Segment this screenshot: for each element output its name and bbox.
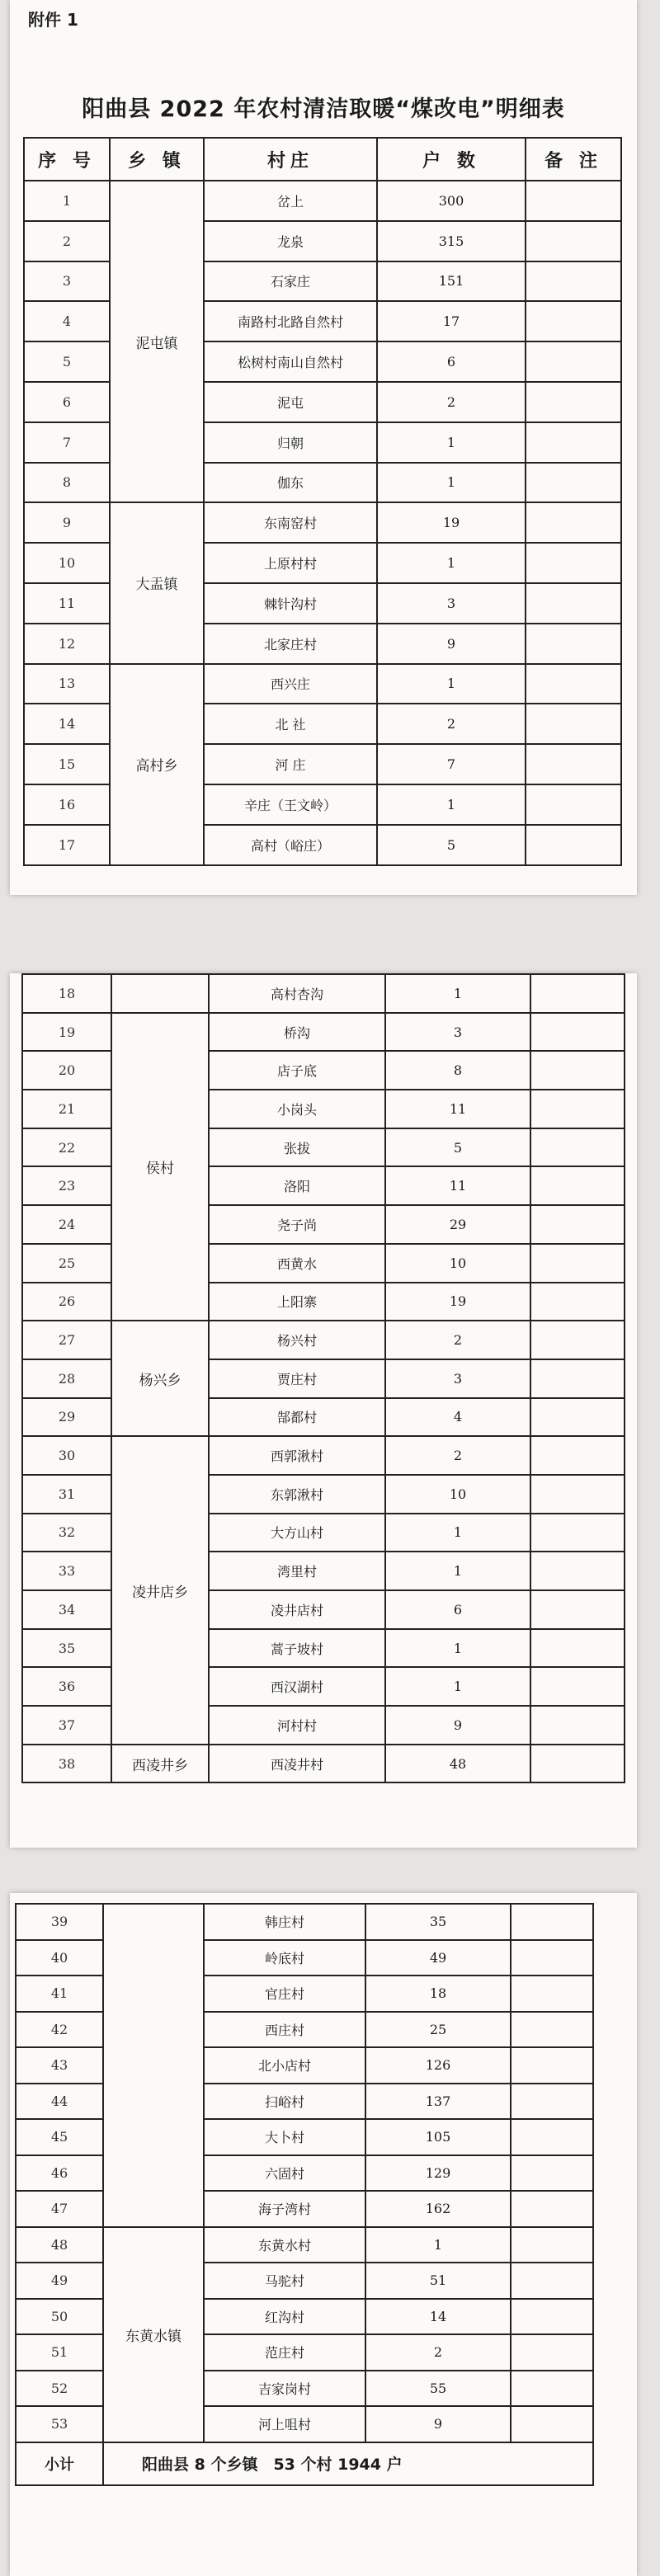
row-index: 21 bbox=[22, 1090, 111, 1128]
village-cell: 韩庄村 bbox=[204, 1904, 365, 1940]
village-cell: 小岗头 bbox=[209, 1090, 385, 1128]
village-cell: 西庄村 bbox=[204, 2012, 365, 2048]
household-count-cell: 315 bbox=[377, 221, 526, 261]
table-row bbox=[16, 2191, 593, 2227]
row-index: 43 bbox=[16, 2047, 103, 2084]
row-index: 9 bbox=[24, 502, 110, 543]
table-row bbox=[16, 1904, 593, 1940]
row-index: 7 bbox=[24, 422, 110, 463]
table-row bbox=[16, 2299, 593, 2335]
note-cell bbox=[526, 261, 621, 302]
household-count-cell: 8 bbox=[385, 1051, 530, 1090]
village-cell: 泥屯 bbox=[204, 382, 377, 422]
row-index: 22 bbox=[22, 1128, 111, 1167]
household-count-cell: 48 bbox=[385, 1745, 530, 1783]
household-count-cell: 1 bbox=[377, 463, 526, 503]
household-count-cell: 1 bbox=[385, 974, 530, 1013]
village-cell: 归朝 bbox=[204, 422, 377, 463]
household-count-cell: 1 bbox=[377, 543, 526, 583]
household-count-cell: 2 bbox=[385, 1321, 530, 1359]
town-cell: 泥屯镇 bbox=[110, 181, 204, 502]
row-index: 38 bbox=[22, 1745, 111, 1783]
village-cell: 范庄村 bbox=[204, 2334, 365, 2371]
village-cell: 西凌井村 bbox=[209, 1745, 385, 1783]
note-cell bbox=[530, 1051, 625, 1090]
note-cell bbox=[511, 2047, 593, 2084]
row-index: 26 bbox=[22, 1283, 111, 1321]
note-cell bbox=[511, 2119, 593, 2155]
row-index: 5 bbox=[24, 341, 110, 382]
row-index: 46 bbox=[16, 2155, 103, 2192]
household-count-cell: 4 bbox=[385, 1398, 530, 1437]
household-count-cell: 1 bbox=[377, 422, 526, 463]
household-count-cell: 126 bbox=[365, 2047, 511, 2084]
note-cell bbox=[530, 1205, 625, 1244]
document-page-3 bbox=[10, 1893, 637, 2576]
note-cell bbox=[530, 1590, 625, 1629]
village-cell: 河 庄 bbox=[204, 744, 377, 784]
row-index: 33 bbox=[22, 1552, 111, 1590]
row-index: 14 bbox=[24, 704, 110, 744]
town-cell: 凌井店乡 bbox=[111, 1436, 209, 1745]
household-count-cell: 3 bbox=[385, 1013, 530, 1052]
note-cell bbox=[526, 583, 621, 624]
village-cell: 洛阳 bbox=[209, 1166, 385, 1205]
row-index: 2 bbox=[24, 221, 110, 261]
village-cell: 伽东 bbox=[204, 463, 377, 503]
household-count-cell: 5 bbox=[377, 825, 526, 865]
household-count-cell: 6 bbox=[377, 341, 526, 382]
table-row bbox=[16, 2263, 593, 2299]
household-count-cell: 1 bbox=[385, 1667, 530, 1706]
note-cell bbox=[511, 2299, 593, 2335]
row-index: 49 bbox=[16, 2263, 103, 2299]
household-count-cell: 19 bbox=[377, 502, 526, 543]
summary-row bbox=[16, 2442, 593, 2485]
note-cell bbox=[530, 1013, 625, 1052]
row-index: 44 bbox=[16, 2084, 103, 2120]
note-cell bbox=[511, 2012, 593, 2048]
household-count-cell: 129 bbox=[365, 2155, 511, 2192]
village-cell: 马驼村 bbox=[204, 2263, 365, 2299]
row-index: 6 bbox=[24, 382, 110, 422]
household-count-cell: 6 bbox=[385, 1590, 530, 1629]
village-cell: 官庄村 bbox=[204, 1976, 365, 2012]
row-index: 8 bbox=[24, 463, 110, 503]
table-row bbox=[16, 1940, 593, 1976]
note-cell bbox=[530, 1244, 625, 1283]
table-row bbox=[16, 2334, 593, 2371]
note-cell bbox=[530, 1745, 625, 1783]
row-index: 36 bbox=[22, 1667, 111, 1706]
household-count-cell: 2 bbox=[377, 382, 526, 422]
village-cell: 尧子尚 bbox=[209, 1205, 385, 1244]
town-cell: 大盂镇 bbox=[110, 502, 204, 663]
village-cell: 大卜村 bbox=[204, 2119, 365, 2155]
village-cell: 北小店村 bbox=[204, 2047, 365, 2084]
village-cell: 河上咀村 bbox=[204, 2406, 365, 2442]
village-cell: 贾庄村 bbox=[209, 1359, 385, 1398]
attachment-label: 附件 1 bbox=[28, 10, 78, 30]
row-index: 23 bbox=[22, 1166, 111, 1205]
household-count-cell: 3 bbox=[377, 583, 526, 624]
row-index: 18 bbox=[22, 974, 111, 1013]
header-households: 户 数 bbox=[377, 138, 526, 181]
household-count-cell: 1 bbox=[365, 2227, 511, 2263]
note-cell bbox=[526, 825, 621, 865]
household-count-cell: 11 bbox=[385, 1090, 530, 1128]
note-cell bbox=[530, 1514, 625, 1552]
note-cell bbox=[530, 1398, 625, 1437]
household-count-cell: 137 bbox=[365, 2084, 511, 2120]
village-cell: 岔上 bbox=[204, 181, 377, 221]
village-cell: 辛庄（王文岭） bbox=[204, 784, 377, 825]
row-index: 40 bbox=[16, 1940, 103, 1976]
household-count-cell: 10 bbox=[385, 1244, 530, 1283]
note-cell bbox=[530, 1359, 625, 1398]
village-cell: 杨兴村 bbox=[209, 1321, 385, 1359]
village-cell: 蒿子坡村 bbox=[209, 1629, 385, 1668]
household-count-cell: 18 bbox=[365, 1976, 511, 2012]
note-cell bbox=[530, 1629, 625, 1668]
note-cell bbox=[511, 2371, 593, 2407]
header-note: 备 注 bbox=[526, 138, 621, 181]
village-cell: 龙泉 bbox=[204, 221, 377, 261]
note-cell bbox=[511, 2084, 593, 2120]
row-index: 4 bbox=[24, 301, 110, 341]
household-count-cell: 14 bbox=[365, 2299, 511, 2335]
household-count-cell: 2 bbox=[365, 2334, 511, 2371]
header-town: 乡 镇 bbox=[110, 138, 204, 181]
row-index: 17 bbox=[24, 825, 110, 865]
table-header-row bbox=[24, 138, 621, 181]
table-row bbox=[24, 502, 621, 543]
note-cell bbox=[511, 1976, 593, 2012]
town-cell: 高村乡 bbox=[110, 664, 204, 865]
row-index: 3 bbox=[24, 261, 110, 302]
note-cell bbox=[526, 543, 621, 583]
row-index: 28 bbox=[22, 1359, 111, 1398]
village-cell: 六固村 bbox=[204, 2155, 365, 2192]
table-row bbox=[24, 181, 621, 221]
row-index: 15 bbox=[24, 744, 110, 784]
village-cell: 河村村 bbox=[209, 1706, 385, 1745]
row-index: 34 bbox=[22, 1590, 111, 1629]
household-count-cell: 9 bbox=[365, 2406, 511, 2442]
village-cell: 西汉湖村 bbox=[209, 1667, 385, 1706]
household-count-cell: 300 bbox=[377, 181, 526, 221]
village-cell: 凌井店村 bbox=[209, 1590, 385, 1629]
household-count-cell: 1 bbox=[385, 1552, 530, 1590]
table-row bbox=[16, 2227, 593, 2263]
row-index: 39 bbox=[16, 1904, 103, 1940]
village-cell: 松树村南山自然村 bbox=[204, 341, 377, 382]
note-cell bbox=[526, 502, 621, 543]
row-index: 29 bbox=[22, 1398, 111, 1437]
town-cell bbox=[111, 974, 209, 1013]
note-cell bbox=[526, 664, 621, 704]
row-index: 25 bbox=[22, 1244, 111, 1283]
town-cell bbox=[103, 1904, 204, 2227]
town-cell: 东黄水镇 bbox=[103, 2227, 204, 2442]
village-cell: 东郭湫村 bbox=[209, 1475, 385, 1514]
village-cell: 桥沟 bbox=[209, 1013, 385, 1052]
table-row bbox=[24, 664, 621, 704]
household-count-cell: 51 bbox=[365, 2263, 511, 2299]
household-count-cell: 25 bbox=[365, 2012, 511, 2048]
table-row bbox=[22, 974, 625, 1013]
note-cell bbox=[530, 1552, 625, 1590]
village-cell: 东黄水村 bbox=[204, 2227, 365, 2263]
row-index: 16 bbox=[24, 784, 110, 825]
header-index: 序 号 bbox=[24, 138, 110, 181]
header-village: 村庄 bbox=[204, 138, 377, 181]
note-cell bbox=[526, 341, 621, 382]
table-row bbox=[16, 2047, 593, 2084]
village-cell: 北 社 bbox=[204, 704, 377, 744]
row-index: 51 bbox=[16, 2334, 103, 2371]
village-cell: 张拔 bbox=[209, 1128, 385, 1167]
table-row bbox=[22, 1013, 625, 1052]
note-cell bbox=[511, 2334, 593, 2371]
table-row bbox=[16, 2155, 593, 2192]
row-index: 41 bbox=[16, 1976, 103, 2012]
row-index: 45 bbox=[16, 2119, 103, 2155]
row-index: 12 bbox=[24, 624, 110, 664]
row-index: 31 bbox=[22, 1475, 111, 1514]
household-count-cell: 1 bbox=[385, 1514, 530, 1552]
note-cell bbox=[526, 624, 621, 664]
note-cell bbox=[530, 1321, 625, 1359]
village-cell: 海子湾村 bbox=[204, 2191, 365, 2227]
note-cell bbox=[526, 181, 621, 221]
note-cell bbox=[526, 382, 621, 422]
detail-table-part-1 bbox=[23, 137, 622, 866]
table-row bbox=[16, 1976, 593, 2012]
row-index: 13 bbox=[24, 664, 110, 704]
note-cell bbox=[530, 974, 625, 1013]
household-count-cell: 11 bbox=[385, 1166, 530, 1205]
note-cell bbox=[530, 1166, 625, 1205]
household-count-cell: 3 bbox=[385, 1359, 530, 1398]
note-cell bbox=[526, 463, 621, 503]
table-row bbox=[16, 2012, 593, 2048]
village-cell: 西黄水 bbox=[209, 1244, 385, 1283]
table-row bbox=[22, 1745, 625, 1783]
note-cell bbox=[511, 2191, 593, 2227]
village-cell: 棘针沟村 bbox=[204, 583, 377, 624]
note-cell bbox=[530, 1090, 625, 1128]
household-count-cell: 49 bbox=[365, 1940, 511, 1976]
table-row bbox=[16, 2371, 593, 2407]
household-count-cell: 1 bbox=[377, 664, 526, 704]
detail-table-part-2 bbox=[21, 973, 625, 1783]
row-index: 42 bbox=[16, 2012, 103, 2048]
row-index: 50 bbox=[16, 2299, 103, 2335]
note-cell bbox=[530, 1706, 625, 1745]
row-index: 19 bbox=[22, 1013, 111, 1052]
row-index: 10 bbox=[24, 543, 110, 583]
village-cell: 店子底 bbox=[209, 1051, 385, 1090]
row-index: 32 bbox=[22, 1514, 111, 1552]
village-cell: 大方山村 bbox=[209, 1514, 385, 1552]
note-cell bbox=[511, 2155, 593, 2192]
village-cell: 上原村村 bbox=[204, 543, 377, 583]
row-index: 52 bbox=[16, 2371, 103, 2407]
town-cell: 杨兴乡 bbox=[111, 1321, 209, 1436]
note-cell bbox=[511, 2406, 593, 2442]
household-count-cell: 5 bbox=[385, 1128, 530, 1167]
row-index: 37 bbox=[22, 1706, 111, 1745]
table-row bbox=[22, 1436, 625, 1475]
note-cell bbox=[530, 1475, 625, 1514]
village-cell: 岭底村 bbox=[204, 1940, 365, 1976]
row-index: 35 bbox=[22, 1629, 111, 1668]
row-index: 47 bbox=[16, 2191, 103, 2227]
note-cell bbox=[530, 1667, 625, 1706]
village-cell: 上阳寨 bbox=[209, 1283, 385, 1321]
town-cell: 西凌井乡 bbox=[111, 1745, 209, 1783]
village-cell: 吉家岗村 bbox=[204, 2371, 365, 2407]
household-count-cell: 105 bbox=[365, 2119, 511, 2155]
village-cell: 南路村北路自然村 bbox=[204, 301, 377, 341]
village-cell: 扫峪村 bbox=[204, 2084, 365, 2120]
table-row bbox=[22, 1321, 625, 1359]
note-cell bbox=[530, 1283, 625, 1321]
table-row bbox=[16, 2084, 593, 2120]
note-cell bbox=[526, 422, 621, 463]
household-count-cell: 19 bbox=[385, 1283, 530, 1321]
row-index: 24 bbox=[22, 1205, 111, 1244]
household-count-cell: 9 bbox=[377, 624, 526, 664]
document-page-2 bbox=[10, 973, 637, 1848]
row-index: 27 bbox=[22, 1321, 111, 1359]
household-count-cell: 2 bbox=[385, 1436, 530, 1475]
village-cell: 东南窑村 bbox=[204, 502, 377, 543]
household-count-cell: 2 bbox=[377, 704, 526, 744]
town-cell: 侯村 bbox=[111, 1013, 209, 1321]
note-cell bbox=[526, 301, 621, 341]
row-index: 53 bbox=[16, 2406, 103, 2442]
note-cell bbox=[511, 1940, 593, 1976]
note-cell bbox=[511, 1904, 593, 1940]
household-count-cell: 29 bbox=[385, 1205, 530, 1244]
summary-label: 小计 bbox=[16, 2442, 103, 2485]
note-cell bbox=[530, 1436, 625, 1475]
note-cell bbox=[526, 221, 621, 261]
row-index: 30 bbox=[22, 1436, 111, 1475]
village-cell: 西郭湫村 bbox=[209, 1436, 385, 1475]
village-cell: 湾里村 bbox=[209, 1552, 385, 1590]
household-count-cell: 1 bbox=[385, 1629, 530, 1668]
note-cell bbox=[526, 744, 621, 784]
row-index: 20 bbox=[22, 1051, 111, 1090]
household-count-cell: 10 bbox=[385, 1475, 530, 1514]
document-title: 阳曲县 2022 年农村清洁取暖“煤改电”明细表 bbox=[82, 97, 565, 122]
village-cell: 红沟村 bbox=[204, 2299, 365, 2335]
household-count-cell: 55 bbox=[365, 2371, 511, 2407]
note-cell bbox=[511, 2263, 593, 2299]
village-cell: 西兴庄 bbox=[204, 664, 377, 704]
table-row bbox=[16, 2406, 593, 2442]
row-index: 11 bbox=[24, 583, 110, 624]
household-count-cell: 17 bbox=[377, 301, 526, 341]
village-cell: 北家庄村 bbox=[204, 624, 377, 664]
household-count-cell: 151 bbox=[377, 261, 526, 302]
household-count-cell: 35 bbox=[365, 1904, 511, 1940]
note-cell bbox=[530, 1128, 625, 1167]
document-page-1 bbox=[10, 0, 637, 895]
household-count-cell: 1 bbox=[377, 784, 526, 825]
household-count-cell: 162 bbox=[365, 2191, 511, 2227]
household-count-cell: 7 bbox=[377, 744, 526, 784]
summary-text: 阳曲县 8 个乡镇 53 个村 1944 户 bbox=[103, 2442, 593, 2485]
village-cell: 高村杏沟 bbox=[209, 974, 385, 1013]
detail-table-part-3 bbox=[15, 1903, 594, 2486]
village-cell: 石家庄 bbox=[204, 261, 377, 302]
note-cell bbox=[511, 2227, 593, 2263]
note-cell bbox=[526, 704, 621, 744]
table-row bbox=[16, 2119, 593, 2155]
village-cell: 郜都村 bbox=[209, 1398, 385, 1437]
note-cell bbox=[526, 784, 621, 825]
row-index: 1 bbox=[24, 181, 110, 221]
household-count-cell: 9 bbox=[385, 1706, 530, 1745]
village-cell: 高村（峪庄） bbox=[204, 825, 377, 865]
row-index: 48 bbox=[16, 2227, 103, 2263]
